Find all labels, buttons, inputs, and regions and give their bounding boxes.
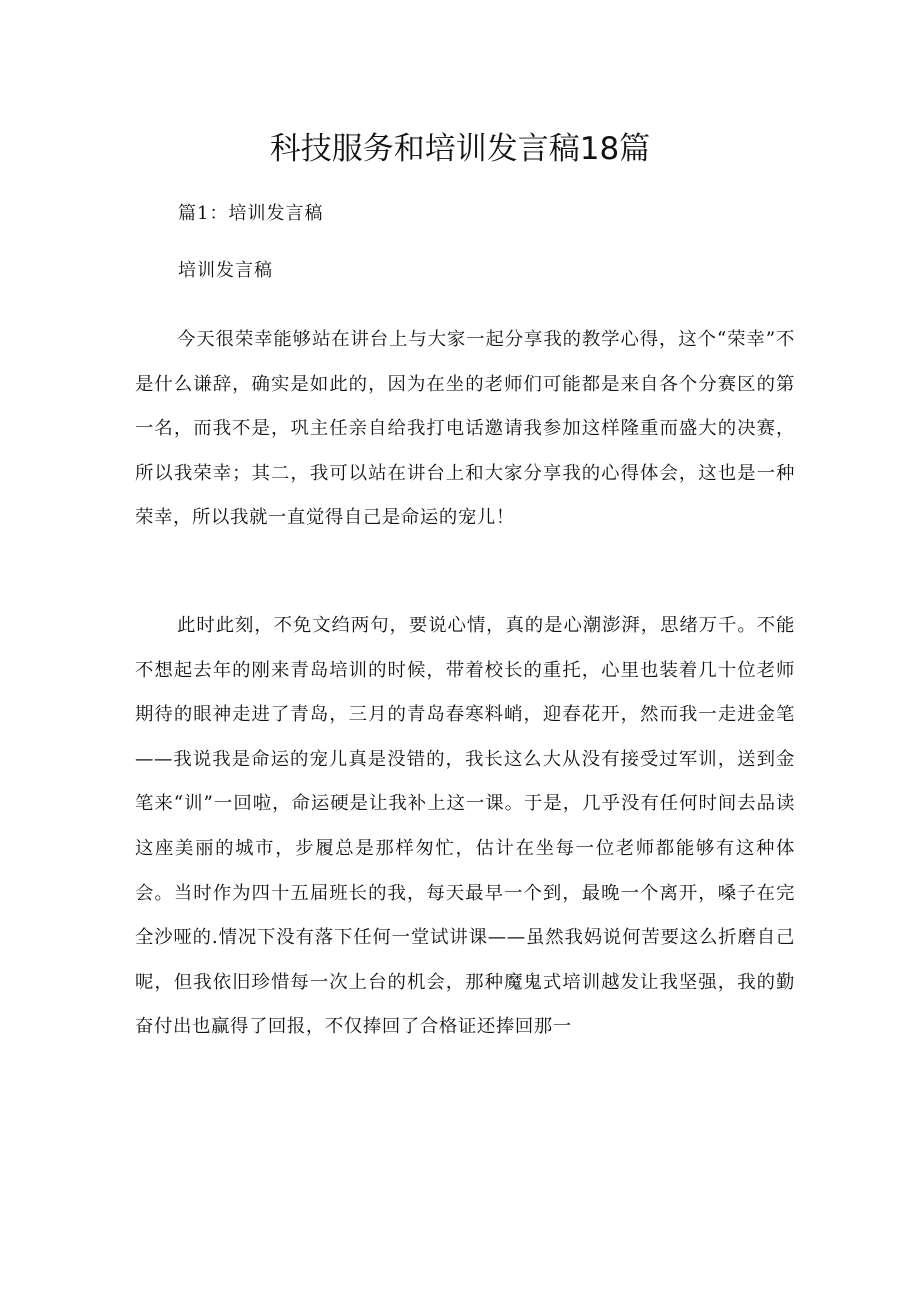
document-subtitle: 培训发言稿 [178, 260, 273, 281]
document-title: 科技服务和培训发言稿18篇 [269, 131, 651, 167]
body-paragraph: 今天很荣幸能够站在讲台上与大家一起分享我的教学心得，这个“荣幸”不是什么谦辞，确实是如此的，因为在坐的老师们可能都是来自各个分赛区的第一名，而我不是，巩主任亲自给我打电话邀请我参加这样隆重而盛大的决赛，所以我荣幸；其二，我可以站在讲台上和大家分享我的心得体会，这也是一种荣幸，所以我就一直觉得自己是命运的宠儿！ [135, 329, 795, 529]
body-paragraph: 此时此刻，不免文绉两句，要说心情，真的是心潮澎湃，思绪万千。不能不想起去年的刚来青岛培训的时候，带着校长的重托，心里也装着几十位老师期待的眼神走进了青岛，三月的青岛春寒料峭，迎春花开，然而我一走进金笔——我说我是命运的宠儿真是没错的，我长这么大从没有接受过军训，送到金笔来“训”一回啦，命运硬是让我补上这一课。于是，几乎没有任何时间去品读这座美丽的城市，步履总是那样匆忙，估计在坐每一位老师都能够有这种体会。当时作为四十五届班长的我，每天最早一个到，最晚一个离开，嗓子在完全沙哑的.情况下没有落下任何一堂试讲课——虽然我妈说何苦要这么折磨自己呢，但我依旧珍惜每一次上台的机会，那种魔鬼式培训越发让我坚强，我的勤奋付出也赢得了回报，不仅捧回了合格证还捧回那一 [135, 615, 795, 1038]
section-heading: 篇1：培训发言稿 [178, 203, 324, 224]
